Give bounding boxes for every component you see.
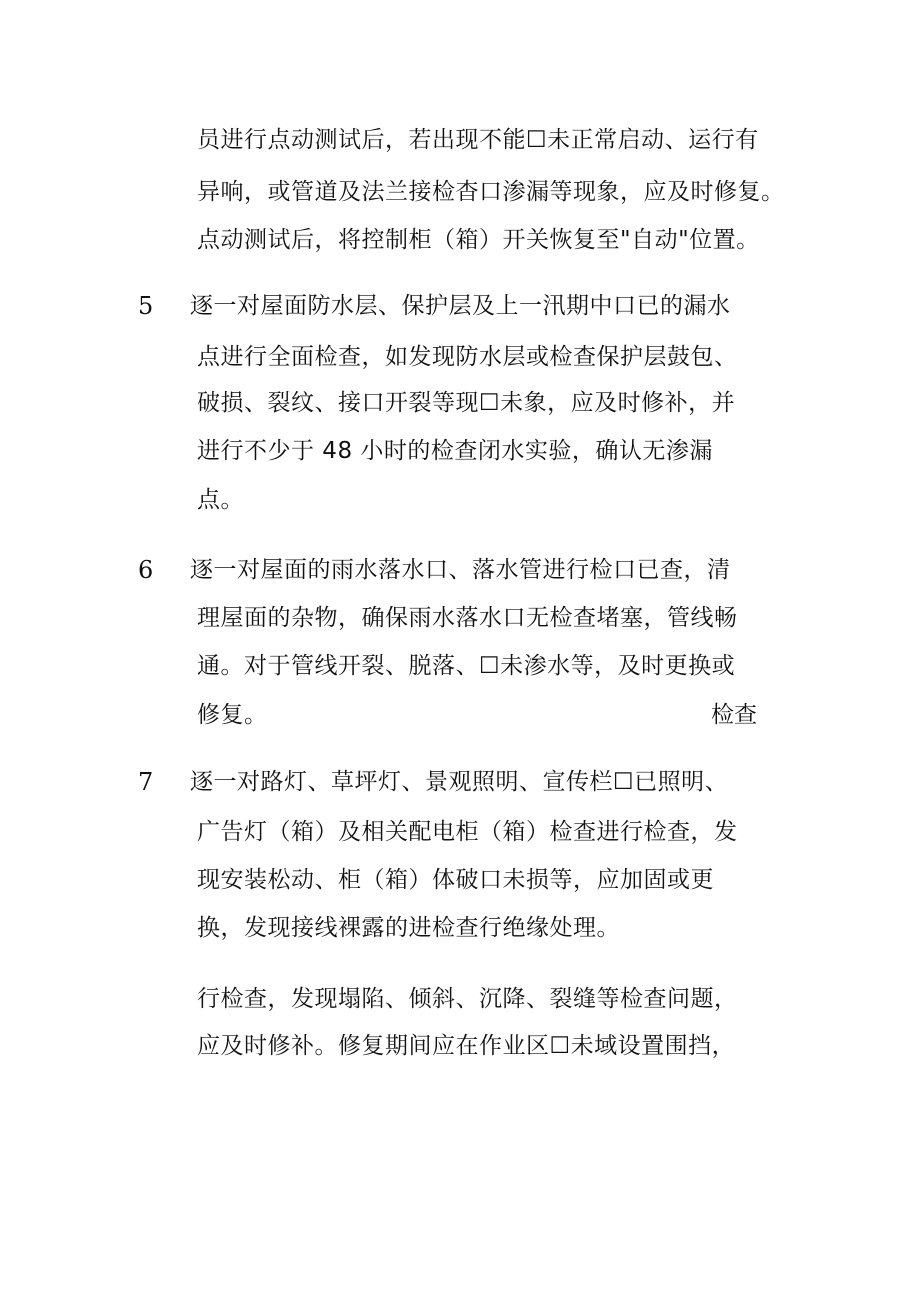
trailing-text: 检查 [711, 702, 757, 728]
item-number: 6 [138, 556, 154, 584]
item-line: 进行不少于 48 小时的检查闭水实验，确认无渗漏 [197, 438, 713, 464]
item-line: 逐一对屋面防水层、保护层及上一汛期中口已的漏水 [190, 293, 731, 319]
item-line: 现安装松动、柜（箱）体破口未损等，应加固或更 [197, 867, 714, 893]
item-line: 逐一对路灯、草坪灯、景观照明、宣传栏☐已照明、 [190, 769, 729, 795]
item-line: 点进行全面检查，如发现防水层或检查保护层鼓包、 [197, 344, 738, 370]
item-line: 点。 [197, 487, 244, 513]
intro-line: 员进行点动测试后，若出现不能☐未正常启动、运行有 [197, 127, 759, 153]
item-number: 5 [138, 292, 154, 320]
item-line: 换，发现接线裸露的进检查行绝缘处理。 [197, 915, 620, 941]
intro-line: 点动测试后，将控制柜（箱）开关恢复至"自动"位置。 [197, 227, 760, 253]
item-line: 修复。 [197, 702, 268, 728]
item-line: 逐一对屋面的雨水落水口、落水管进行检口已查，清 [190, 557, 731, 583]
closing-line: 应及时修补。修复期间应在作业区☐未域设置围挡， [197, 1033, 736, 1059]
closing-line: 行检查，发现塌陷、倾斜、沉降、裂缝等检查问题， [197, 986, 738, 1012]
item-line: 广告灯（箱）及相关配电柜（箱）检查进行检查，发 [197, 819, 738, 845]
intro-line: 异响，或管道及法兰接检杳口渗漏等现象，应及时修复。 [197, 179, 785, 205]
item-line: 理屋面的杂物，确保雨水落水口无检查堵塞，管线畅 [197, 605, 738, 631]
item-line: 通。对于管线开裂、脱落、☐未渗水等，及时更换或 [197, 653, 736, 679]
item-line: 破损、裂纹、接口开裂等现☐未象，应及时修补，并 [197, 390, 736, 416]
item-number: 7 [138, 768, 154, 796]
